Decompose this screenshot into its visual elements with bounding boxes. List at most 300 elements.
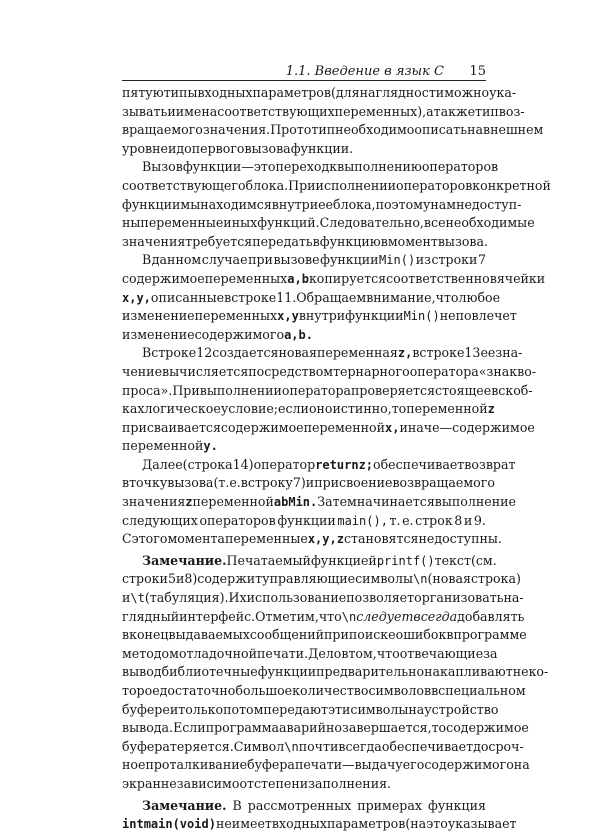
word: функцию bbox=[319, 233, 381, 249]
text-line bbox=[122, 177, 551, 196]
word: печати bbox=[294, 757, 342, 773]
word: внимание, bbox=[366, 289, 436, 305]
header-rule bbox=[122, 80, 486, 81]
word: конкретной bbox=[472, 177, 551, 193]
word: переменные bbox=[224, 531, 308, 547]
word: и bbox=[168, 140, 177, 156]
word: торое bbox=[122, 683, 160, 698]
body-text bbox=[122, 84, 551, 834]
word: присваивается bbox=[122, 419, 221, 435]
word: выдаваемых bbox=[168, 627, 250, 643]
text-line bbox=[122, 512, 486, 531]
word: переход bbox=[275, 159, 330, 175]
word: описанные bbox=[150, 289, 225, 305]
word: 7) bbox=[292, 475, 306, 491]
word: на bbox=[513, 757, 530, 773]
word: 5 bbox=[167, 571, 176, 587]
word: отвечающие bbox=[399, 645, 484, 661]
word: a, bbox=[284, 327, 299, 342]
word: библиотечные bbox=[161, 664, 258, 680]
word: вращаемого bbox=[122, 122, 203, 138]
word: проверяется bbox=[351, 382, 436, 398]
word: завершается, bbox=[341, 720, 432, 736]
word: из bbox=[415, 252, 431, 268]
word: ны bbox=[122, 215, 141, 231]
word: передают bbox=[263, 701, 328, 717]
text-line bbox=[122, 775, 486, 794]
text-line bbox=[122, 214, 535, 233]
word: т. bbox=[389, 512, 401, 528]
word: входных bbox=[271, 816, 327, 832]
text-line bbox=[122, 682, 526, 701]
word: Затем bbox=[317, 494, 357, 510]
word: в bbox=[240, 475, 248, 491]
word: от bbox=[239, 775, 254, 791]
word: следующих bbox=[122, 512, 198, 528]
word: С bbox=[122, 531, 132, 547]
word: теряется. bbox=[169, 738, 234, 754]
word: ках bbox=[122, 401, 145, 417]
word: также bbox=[433, 103, 476, 119]
text-line bbox=[122, 251, 486, 270]
word: ука- bbox=[489, 85, 517, 100]
word: операторов bbox=[199, 512, 276, 528]
word: буфера bbox=[122, 738, 170, 754]
word: В bbox=[142, 252, 152, 268]
text-line bbox=[122, 663, 549, 682]
word: в bbox=[224, 289, 232, 305]
word: всегда bbox=[338, 738, 382, 754]
word: y, bbox=[322, 532, 337, 547]
word: находимся bbox=[200, 196, 272, 212]
text-line bbox=[122, 158, 499, 177]
word: копируется bbox=[308, 270, 387, 286]
word: «знак bbox=[478, 363, 518, 379]
word: в bbox=[312, 233, 320, 249]
word: значения bbox=[122, 233, 186, 249]
word: внешнем bbox=[483, 122, 544, 138]
word: и bbox=[169, 701, 179, 717]
word: заполнения. bbox=[308, 775, 392, 791]
word: потом bbox=[223, 701, 264, 717]
text-line bbox=[122, 738, 524, 757]
word: организовать bbox=[414, 590, 504, 606]
text-line bbox=[122, 103, 525, 122]
word: \n bbox=[284, 739, 299, 754]
word: содержимого bbox=[424, 757, 514, 773]
word: необходимые bbox=[445, 215, 535, 231]
word: параметров bbox=[252, 85, 331, 100]
word: операторов bbox=[421, 159, 499, 175]
word: к bbox=[329, 159, 338, 175]
word: недоступ- bbox=[456, 196, 522, 212]
word: имеет bbox=[231, 816, 272, 832]
text-line bbox=[122, 382, 533, 401]
word: вызова bbox=[244, 140, 291, 156]
word: оператор bbox=[253, 456, 316, 472]
word: соответственно bbox=[386, 270, 490, 286]
word: Обращаем bbox=[296, 289, 367, 305]
text-line bbox=[122, 626, 527, 645]
word: изменение bbox=[122, 308, 195, 324]
word: (т. bbox=[213, 475, 230, 491]
word: printf() bbox=[376, 553, 435, 568]
word: Их bbox=[228, 590, 247, 606]
word: оператора bbox=[281, 382, 352, 398]
word: и bbox=[167, 103, 176, 119]
word: (см. bbox=[470, 552, 497, 568]
word: и bbox=[122, 590, 131, 606]
word: В bbox=[142, 345, 152, 361]
word: за bbox=[483, 645, 498, 661]
word: тип bbox=[475, 103, 499, 119]
word: данном bbox=[151, 252, 202, 268]
word: позволяет bbox=[346, 590, 415, 606]
word: внутри bbox=[271, 196, 319, 212]
word: Символ bbox=[233, 738, 285, 754]
word: буфера bbox=[247, 757, 295, 773]
word: условие; bbox=[220, 401, 279, 417]
word: выполнению bbox=[337, 159, 422, 175]
word: в bbox=[341, 645, 349, 661]
word: переменные bbox=[140, 215, 224, 231]
word: е. bbox=[402, 512, 414, 528]
word: логическое bbox=[144, 401, 221, 417]
word: строки bbox=[431, 252, 478, 268]
word: функций. bbox=[257, 215, 320, 231]
word: почти bbox=[298, 738, 339, 754]
word: в bbox=[491, 382, 499, 398]
word: а bbox=[426, 103, 434, 119]
word: переменной bbox=[122, 438, 204, 454]
word: воз- bbox=[498, 103, 525, 119]
word: типы bbox=[163, 85, 198, 100]
word: повлечет bbox=[455, 308, 517, 324]
word: переменных bbox=[204, 270, 288, 286]
word: 11. bbox=[276, 289, 297, 305]
text-line bbox=[122, 797, 486, 816]
word: b bbox=[301, 271, 309, 286]
word: программе bbox=[453, 627, 527, 643]
word: описать bbox=[414, 122, 468, 138]
word: буфере bbox=[122, 701, 170, 717]
word: посредством bbox=[248, 363, 334, 379]
word: функция bbox=[427, 797, 486, 813]
word: z; bbox=[358, 457, 374, 472]
word: (на bbox=[405, 816, 427, 832]
word: b. bbox=[298, 327, 313, 342]
word: предварительно bbox=[316, 664, 425, 680]
word: z bbox=[487, 402, 495, 417]
word: Замечание. bbox=[142, 797, 227, 813]
word: x, bbox=[122, 290, 137, 305]
word: операторов bbox=[396, 177, 473, 193]
word: недоступны. bbox=[418, 531, 502, 547]
word: функции. bbox=[290, 140, 354, 156]
word: Вызов bbox=[142, 159, 183, 175]
word: переменных), bbox=[334, 103, 427, 119]
word: проталкивание bbox=[145, 757, 248, 773]
word: строке bbox=[151, 345, 197, 361]
word: main(), bbox=[337, 513, 388, 528]
word: 13 bbox=[464, 345, 481, 361]
word: исполнении bbox=[315, 177, 396, 193]
word: мы bbox=[180, 196, 201, 212]
word: следует bbox=[356, 608, 414, 624]
word: внутри bbox=[298, 308, 346, 324]
word: 7 bbox=[477, 252, 486, 268]
text-line bbox=[122, 289, 501, 308]
word: переменной bbox=[192, 494, 274, 510]
text-line bbox=[122, 196, 522, 215]
word: строк bbox=[415, 512, 453, 528]
word: Если bbox=[173, 720, 206, 736]
word: При bbox=[288, 177, 316, 193]
word: независимо bbox=[160, 775, 240, 791]
text-line bbox=[122, 121, 544, 140]
word: что bbox=[435, 289, 459, 305]
word: ее bbox=[480, 345, 496, 361]
word: момент bbox=[387, 233, 438, 249]
word: (для bbox=[330, 85, 360, 100]
word: x, bbox=[307, 532, 323, 547]
word: 8 bbox=[454, 512, 463, 528]
word: поиске bbox=[348, 627, 396, 643]
word: в bbox=[489, 270, 497, 286]
word: содержит bbox=[197, 571, 263, 587]
text-line bbox=[122, 140, 486, 159]
word: проса». bbox=[122, 382, 173, 398]
word: первого bbox=[191, 140, 245, 156]
word: функции bbox=[122, 196, 181, 212]
word: только bbox=[178, 701, 224, 717]
word: y. bbox=[203, 439, 218, 454]
word: выполнение bbox=[434, 494, 516, 510]
word: — bbox=[241, 159, 254, 175]
word: 9. bbox=[473, 512, 486, 528]
chapter-title: 1.1. Введение в язык С bbox=[285, 64, 444, 79]
word: большое bbox=[235, 683, 293, 698]
word: использование bbox=[246, 590, 347, 606]
text-line bbox=[122, 419, 535, 438]
word: переменной bbox=[303, 419, 386, 435]
text-line bbox=[122, 400, 495, 419]
word: функции bbox=[182, 159, 242, 175]
text-line bbox=[122, 233, 489, 252]
word: вывода. bbox=[122, 720, 174, 736]
word: возврат bbox=[464, 456, 516, 472]
word: вызова bbox=[167, 475, 214, 491]
word: — bbox=[341, 757, 355, 773]
word: функции bbox=[320, 252, 379, 268]
word: символы bbox=[355, 571, 414, 587]
word: не bbox=[215, 816, 232, 832]
word: становятся bbox=[343, 531, 419, 547]
word: стоящее bbox=[435, 382, 492, 398]
word: оно bbox=[308, 401, 333, 417]
word: a, bbox=[287, 271, 302, 286]
word: можно bbox=[444, 85, 490, 100]
word: всегда bbox=[413, 608, 458, 624]
text-line bbox=[122, 645, 498, 664]
word: возвращаемого bbox=[392, 475, 495, 491]
word: Min() bbox=[379, 253, 416, 268]
word: это bbox=[253, 159, 276, 175]
word: поэтому bbox=[375, 196, 431, 212]
word: ее bbox=[318, 196, 334, 212]
word: то bbox=[431, 720, 447, 736]
word: x, bbox=[385, 420, 400, 435]
word: ошибок bbox=[395, 627, 447, 643]
text-line bbox=[122, 363, 537, 382]
word: содержимое bbox=[452, 419, 535, 435]
word: символов bbox=[368, 683, 432, 698]
text-line bbox=[122, 326, 486, 345]
word: аварийно bbox=[279, 720, 342, 736]
word: в bbox=[446, 627, 454, 643]
word: начинается bbox=[356, 494, 435, 510]
word: точку bbox=[129, 475, 168, 491]
word: строке bbox=[231, 289, 277, 305]
word: содержимое bbox=[220, 419, 304, 435]
word: е. bbox=[229, 475, 241, 491]
word: 12 bbox=[196, 345, 213, 361]
word: вызове bbox=[273, 252, 320, 268]
word: уровне bbox=[122, 140, 168, 156]
word: функции bbox=[277, 512, 336, 528]
text-line bbox=[122, 530, 502, 549]
word: на bbox=[408, 701, 425, 717]
word: не bbox=[439, 308, 456, 324]
word: Замечание. bbox=[142, 552, 227, 568]
word: любое bbox=[458, 289, 501, 305]
word: иных bbox=[223, 215, 258, 231]
text-line bbox=[122, 552, 497, 571]
word: примерах bbox=[357, 797, 422, 813]
text-line bbox=[122, 570, 521, 589]
word: строку bbox=[247, 475, 293, 491]
word: выдачу bbox=[354, 757, 403, 773]
word: управляющие bbox=[262, 571, 356, 587]
word: на bbox=[467, 122, 484, 138]
word: z bbox=[336, 532, 344, 547]
word: что bbox=[318, 608, 342, 624]
word: строке bbox=[419, 345, 465, 361]
word: выполнении bbox=[199, 382, 282, 398]
word: случае bbox=[201, 252, 248, 268]
word: и bbox=[305, 475, 315, 491]
word: x, bbox=[277, 309, 292, 324]
word: если bbox=[278, 401, 309, 417]
word: добавлять bbox=[457, 608, 525, 624]
word: нам bbox=[430, 196, 457, 212]
word: Дело bbox=[308, 645, 342, 661]
word: Прототип bbox=[270, 122, 336, 138]
word: том, bbox=[348, 645, 377, 661]
word: эти bbox=[327, 701, 351, 717]
word: досроч- bbox=[473, 738, 524, 754]
word: ное bbox=[122, 757, 146, 773]
word: и bbox=[175, 571, 185, 587]
word: обеспечивает bbox=[381, 738, 474, 754]
word: все bbox=[423, 215, 446, 231]
word: вывод bbox=[122, 664, 162, 680]
word: устройство bbox=[424, 701, 499, 717]
text-line bbox=[122, 701, 499, 720]
word: отладочной bbox=[178, 645, 258, 661]
word: создается bbox=[212, 345, 279, 361]
word: переменной bbox=[406, 401, 488, 417]
word: тернарного bbox=[333, 363, 410, 379]
word: пятую bbox=[122, 85, 164, 100]
word: ячейки bbox=[496, 270, 546, 286]
word: это bbox=[426, 816, 448, 832]
word: abMin. bbox=[273, 495, 318, 510]
word: печати. bbox=[257, 645, 309, 661]
word: 14) bbox=[232, 456, 254, 472]
word: символы bbox=[350, 701, 409, 717]
text-line bbox=[122, 493, 516, 512]
word: истинно, bbox=[332, 401, 392, 417]
word: обеспечивает bbox=[373, 456, 465, 472]
word: содержимое bbox=[446, 720, 529, 736]
word: зывать bbox=[122, 103, 168, 119]
word: — bbox=[439, 419, 453, 435]
word: блока, bbox=[333, 196, 376, 212]
word: содержимое bbox=[122, 270, 205, 286]
word: зна- bbox=[495, 345, 523, 361]
word: изменение bbox=[122, 326, 195, 342]
word: в bbox=[122, 627, 130, 643]
word: передать bbox=[252, 233, 313, 249]
text-line bbox=[122, 589, 524, 608]
word: (табуляция). bbox=[144, 590, 229, 606]
word: на- bbox=[503, 590, 524, 606]
word: переменных bbox=[194, 308, 278, 324]
word: скоб- bbox=[498, 382, 533, 398]
word: оператора bbox=[409, 363, 479, 379]
word: рассмотренных bbox=[247, 797, 352, 813]
word: блока. bbox=[245, 177, 289, 193]
word: значения bbox=[122, 494, 186, 510]
word: функцией bbox=[310, 552, 377, 568]
word: при bbox=[248, 252, 273, 268]
word: новая bbox=[278, 345, 318, 361]
page-number: 15 bbox=[469, 64, 486, 79]
word: переменная bbox=[317, 345, 398, 361]
word: имена bbox=[175, 103, 218, 119]
text-line bbox=[122, 456, 516, 475]
word: и bbox=[463, 512, 473, 528]
word: накапливают bbox=[424, 664, 513, 680]
word: присвоение bbox=[314, 475, 393, 491]
text-line bbox=[122, 756, 530, 775]
text-line bbox=[122, 307, 517, 326]
word: В bbox=[232, 797, 242, 813]
word: интерфейс. bbox=[179, 608, 256, 624]
word: в bbox=[412, 345, 420, 361]
word: z, bbox=[397, 346, 413, 361]
word: (строка bbox=[182, 456, 233, 472]
word: его bbox=[402, 757, 425, 773]
word: необходимо bbox=[335, 122, 415, 138]
word: функции bbox=[257, 664, 317, 680]
word: требуется bbox=[185, 233, 253, 249]
word: текст bbox=[434, 552, 471, 568]
word: конец bbox=[129, 627, 169, 643]
word: \t bbox=[130, 591, 145, 606]
text-line bbox=[122, 719, 529, 738]
